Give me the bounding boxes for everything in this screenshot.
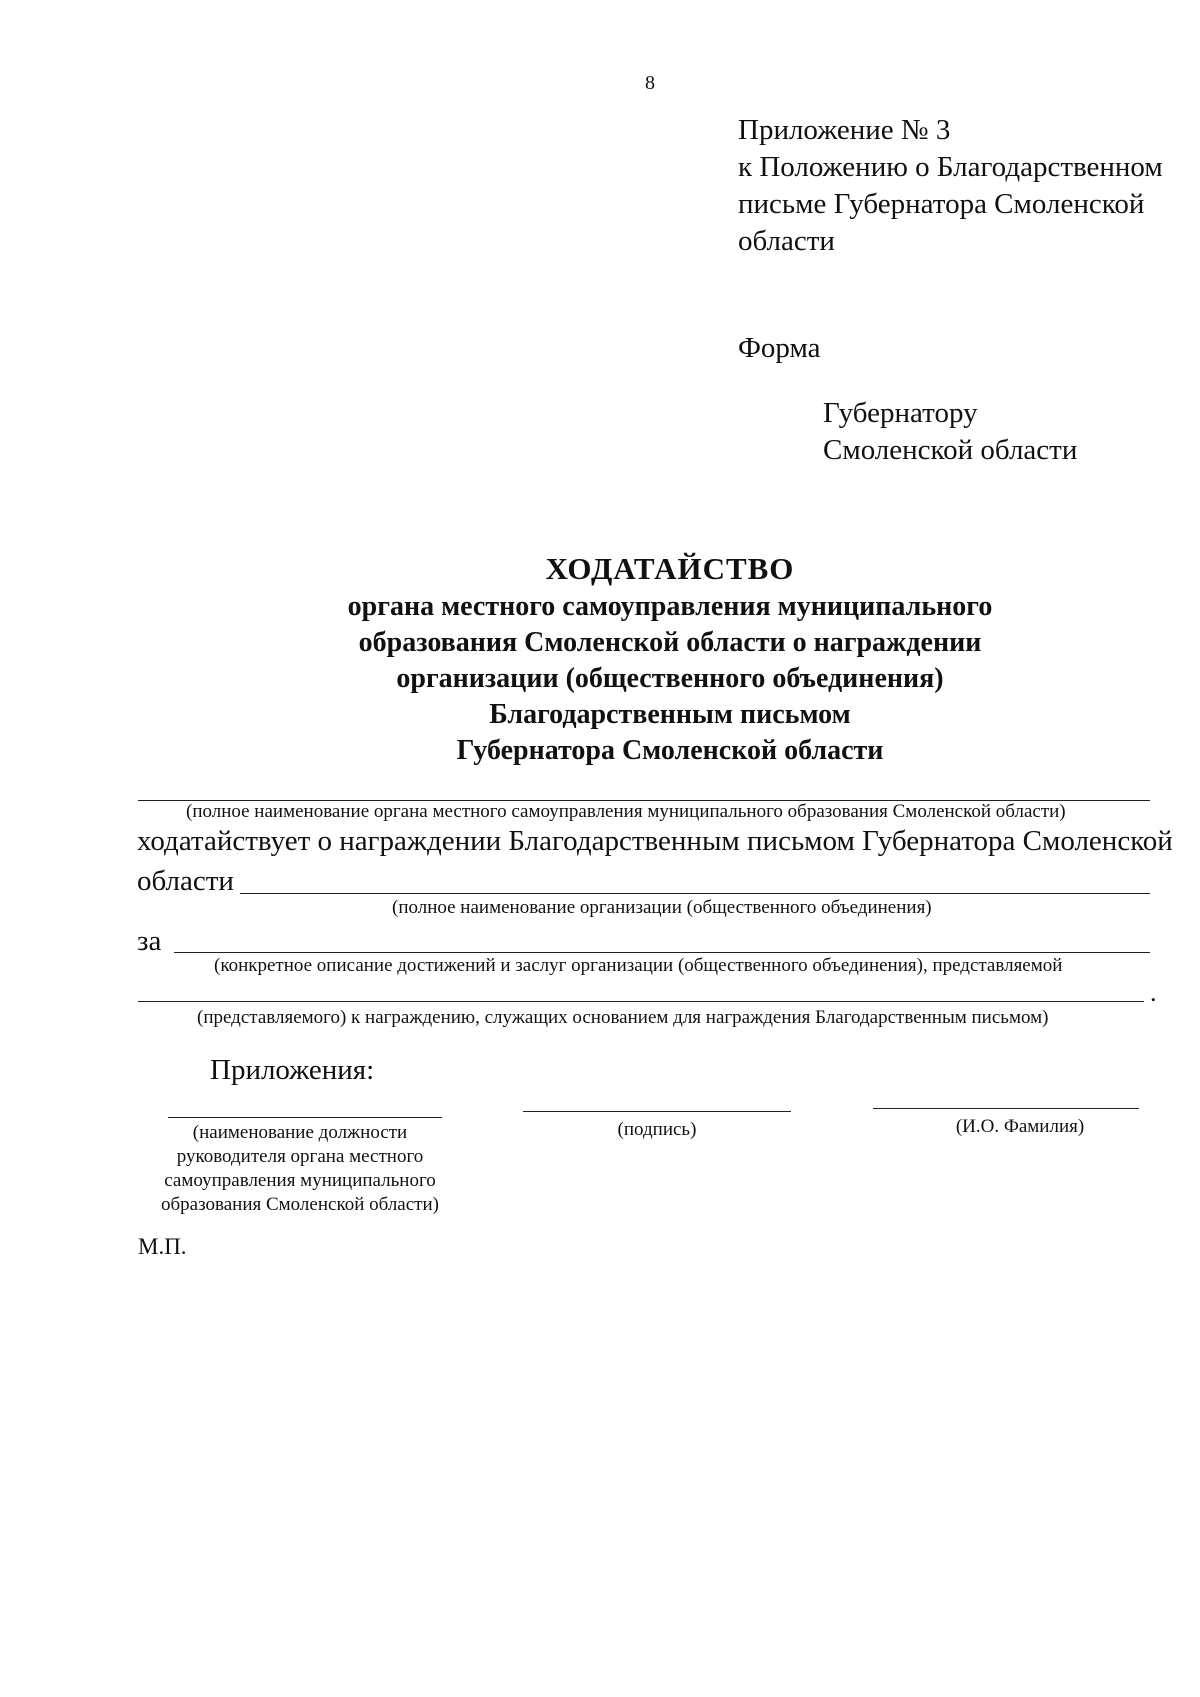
- attachments-label: Приложения:: [210, 1054, 375, 1086]
- title-main: ХОДАТАЙСТВО: [545, 551, 795, 586]
- title-line-3: организации (общественного объединения): [396, 663, 944, 694]
- org-name-caption: (полное наименование органа местного самоуправления муниципального образования Смоленской области): [186, 801, 1066, 822]
- appendix-line-2: к Положению о Благодарственном: [738, 151, 1163, 183]
- title-line-4: Благодарственным письмом: [489, 699, 851, 730]
- appendix-line-1: Приложение № 3: [738, 114, 951, 146]
- signature-caption: (подпись): [617, 1119, 697, 1140]
- addressee-line-2: Смоленской области: [823, 434, 1078, 466]
- achievements-line-2[interactable]: [138, 1001, 1144, 1002]
- organization-name-caption: (полное наименование организации (общественного объединения): [392, 897, 932, 918]
- page-number: 8: [645, 72, 655, 94]
- appendix-line-3: письме Губернатора Смоленской: [738, 188, 1145, 220]
- achievements-line-1[interactable]: [174, 952, 1150, 953]
- achievements-caption-2: (представляемого) к награждению, служащих основанием для награждения Благодарственным письмом): [197, 1007, 1049, 1028]
- position-caption: [140, 1121, 460, 1217]
- petition-text: ходатайствует о награждении Благодарственным письмом Губернатора Смоленской: [137, 825, 1173, 857]
- name-caption: (И.О. Фамилия): [955, 1116, 1085, 1137]
- title-line-1: органа местного самоуправления муниципального: [347, 591, 993, 622]
- za-label: за: [137, 925, 162, 957]
- position-caption-line-4: образования Смоленской области): [161, 1194, 439, 1215]
- stamp-place-label: М.П.: [138, 1234, 187, 1259]
- achievements-caption-1: (конкретное описание достижений и заслуг организации (общественного объединения), представляемой: [214, 955, 1063, 976]
- addressee-line-1: Губернатору: [823, 397, 978, 429]
- organization-name-line[interactable]: [240, 893, 1150, 894]
- oblasti-label: области: [137, 865, 234, 897]
- position-line[interactable]: [168, 1117, 442, 1118]
- addressee: [823, 395, 1077, 469]
- signature-line[interactable]: [523, 1111, 791, 1112]
- appendix-line-4: области: [738, 225, 835, 257]
- title-line-2: образования Смоленской области о награждении: [358, 627, 982, 658]
- position-caption-line-2: руководителя органа местного: [176, 1146, 424, 1167]
- period-mark: .: [1150, 978, 1157, 1007]
- name-line[interactable]: [873, 1108, 1139, 1109]
- position-caption-line-3: самоуправления муниципального: [164, 1170, 436, 1191]
- appendix-header: [738, 112, 1163, 260]
- title-line-5: Губернатора Смоленской области: [456, 735, 884, 766]
- document-title: [0, 549, 1200, 769]
- position-caption-line-1: (наименование должности: [192, 1122, 408, 1143]
- form-label: Форма: [738, 332, 821, 364]
